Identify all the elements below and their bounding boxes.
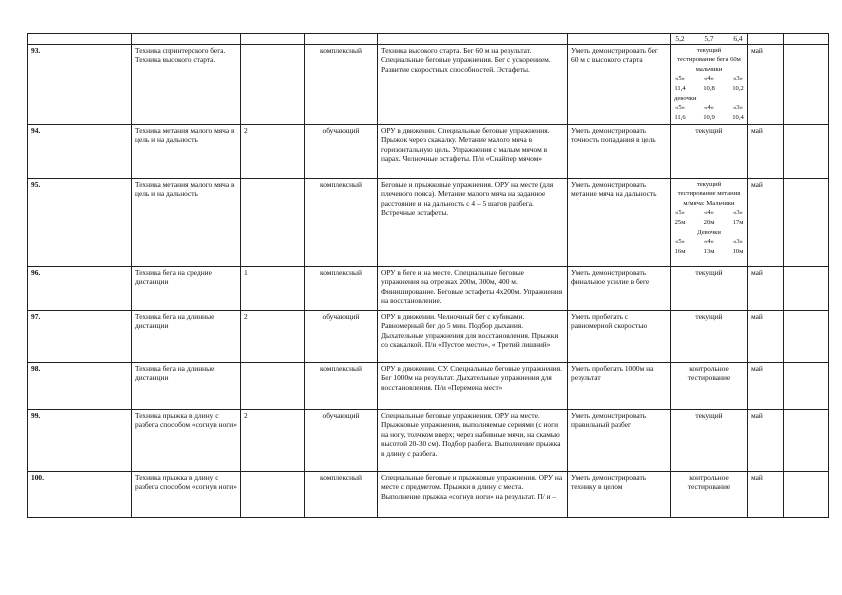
lesson-topic: Техника метания малого мяча в цель и на дальность [132,178,241,266]
lesson-norms: текущий тестирование метания м/мяча: Мальчики «5» «4» «3» 25м 20м 17м Девочки «5» «4» «3» 16м 13м 10м [671,178,748,266]
lesson-content: Специальные беговые и прыжковые упражнения. ОРУ на месте с предметом. Прыжки в длину с места. Выполнение прыжка «согнув ноги» на результат. П/ и – [378,471,568,517]
lesson-topic: Техника бега на длинные дистанции [132,362,241,409]
table-row [28,124,829,178]
lesson-requirements: Уметь демонстрировать метание мяча на дальность [568,178,671,266]
lesson-plan-table [27,33,829,518]
lesson-topic: Техника бега на средние дистанции [132,266,241,310]
lesson-control: контрольное тестирование [671,362,748,409]
table-row-top [28,34,829,45]
lesson-requirements: Уметь демонстрировать точность попадания в цель [568,124,671,178]
lesson-requirements: Уметь демонстрировать бег 60 м с высокого старта [568,44,671,124]
lesson-hours: 1 [241,266,305,310]
lesson-month: май [748,178,784,266]
lesson-control: текущий [671,266,748,310]
table-row [28,44,829,124]
lesson-type: обучающий [305,409,378,471]
lesson-type: комплексный [305,178,378,266]
lesson-topic: Техника метания малого мяча в цель и на дальность [132,124,241,178]
lesson-hours [241,44,305,124]
table-row [28,409,829,471]
lesson-topic: Техника прыжка в длину с разбега способом «согнув ноги» [132,409,241,471]
lesson-number: 94. [28,124,132,178]
lesson-content: Специальные беговые упражнения. ОРУ на месте. Прыжковые упражнения, выполняемые сериями (с ноги на ногу, толчком вверх; через набивные мячи, на скамью высотой 20-30 см). Подбор разбега. Выполнение прыжка в длину с разбега. [378,409,568,471]
lesson-norms: текущий тестирование бега 60м мальчики «5» «4» «3» 11,4 10,8 10,2 девочки «5» «4» «3» 11,6 10,9 10,4 [671,44,748,124]
lesson-number: 93. [28,44,132,124]
lesson-hours [241,362,305,409]
lesson-content: ОРУ в движении. Специальные беговые упражнения. Прыжок через скакалку. Метание малого мяча в горизонтальную цель. Упражнения с малым мячом в парах. Челночные эстафеты. П/и «Снайпер мячом» [378,124,568,178]
lesson-number: 96. [28,266,132,310]
lesson-number: 99. [28,409,132,471]
lesson-hours [241,178,305,266]
lesson-month: май [748,310,784,362]
lesson-content: ОРУ в движении. Челночный бег с кубиками. Равномерный бег до 5 мин. Подбор дыхания. Дыхательные упражнения для восстановления. Прыжки со скакалкой. П/и «Пустое место», « Третий лишний» [378,310,568,362]
lesson-month: май [748,409,784,471]
lesson-month: май [748,124,784,178]
lesson-number: 95. [28,178,132,266]
lesson-control: контрольное тестирование [671,471,748,517]
lesson-content: Техника высокого старта. Бег 60 м на результат. Специальные беговые упражнения. Бег с ускорением. Развитие скоростных способностей. Эстафеты. [378,44,568,124]
lesson-control: текущий [671,409,748,471]
lesson-hours: 2 [241,409,305,471]
lesson-type: комплексный [305,471,378,517]
table-row [28,310,829,362]
lesson-hours [241,471,305,517]
lesson-hours: 2 [241,310,305,362]
lesson-type: комплексный [305,44,378,124]
lesson-month: май [748,44,784,124]
lesson-control: текущий [671,124,748,178]
lesson-control: текущий [671,310,748,362]
lesson-hours: 2 [241,124,305,178]
table-row [28,266,829,310]
table-row [28,362,829,409]
lesson-requirements: Уметь демонстрировать финальное усилие в беге [568,266,671,310]
lesson-number: 97. [28,310,132,362]
table-row [28,178,829,266]
lesson-month: май [748,362,784,409]
lesson-type: комплексный [305,362,378,409]
lesson-type: обучающий [305,124,378,178]
lesson-requirements: Уметь пробегать с равномерной скоростью [568,310,671,362]
norms-cell-top: 5,2 5,7 6,4 [671,34,748,45]
table-row [28,471,829,517]
lesson-topic: Техника бега на длинные дистанции [132,310,241,362]
lesson-month: май [748,471,784,517]
lesson-type: комплексный [305,266,378,310]
lesson-number: 100. [28,471,132,517]
lesson-requirements: Уметь пробегать 1000м на результат [568,362,671,409]
lesson-topic: Техника прыжка в длину с разбега способом «согнув ноги» [132,471,241,517]
lesson-month: май [748,266,784,310]
lesson-content: Беговые и прыжковые упражнения. ОРУ на месте (для плечевого пояса). Метание малого мяча на заданное расстояние и на дальность с 4 – 5 шагов разбега. Встречные эстафеты. [378,178,568,266]
lesson-number: 98. [28,362,132,409]
lesson-content: ОРУ в движении. СУ. Специальные беговые упражнения. Бег 1000м на результат. Дыхательные упражнения для восстановления. П/и «Перемена мест» [378,362,568,409]
lesson-type: обучающий [305,310,378,362]
lesson-content: ОРУ в беге и на месте. Специальные беговые упражнения на отрезках 200м, 300м, 400 м. Финиширование. Беговые эстафеты 4х200м. Упражнения на восстановление. [378,266,568,310]
lesson-requirements: Уметь демонстрировать технику в целом [568,471,671,517]
lesson-topic: Техника спринтерского бега. Техника высокого старта. [132,44,241,124]
lesson-requirements: Уметь демонстрировать правильный разбег [568,409,671,471]
